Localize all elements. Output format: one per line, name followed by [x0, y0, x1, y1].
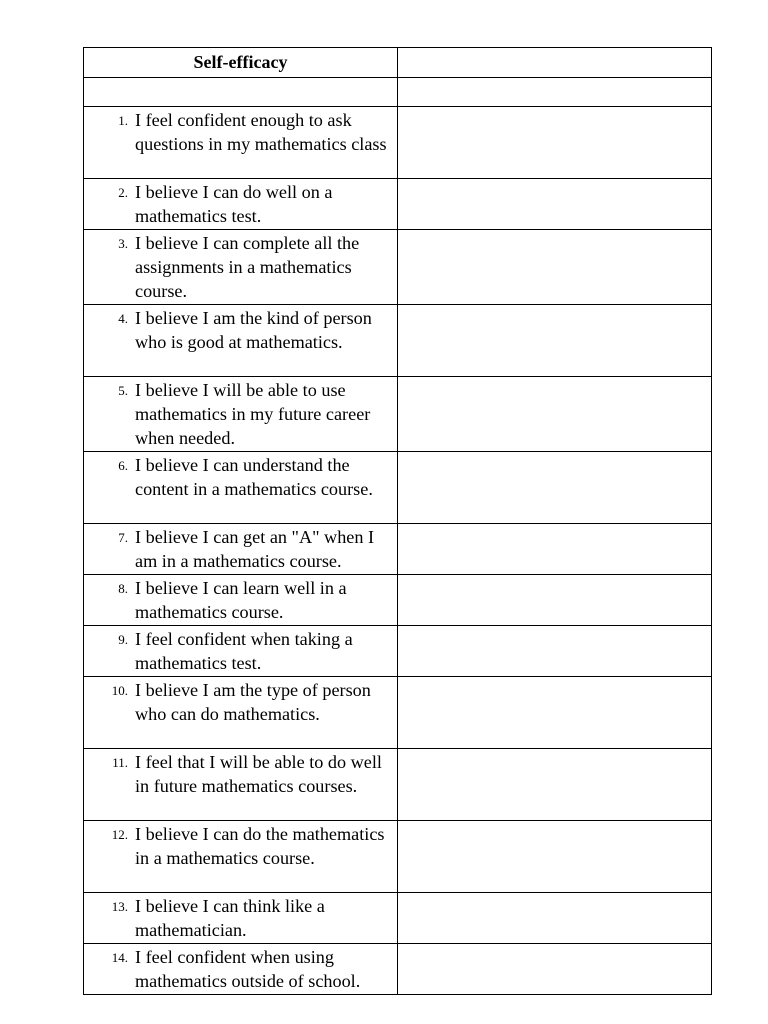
item-cell — [84, 821, 398, 893]
item-number: 14. — [111, 950, 128, 965]
item-cell — [84, 626, 398, 677]
item-number: 13. — [111, 899, 128, 914]
item-number: 6. — [118, 458, 128, 473]
item-number: 2. — [118, 185, 128, 200]
item-number: 1. — [118, 113, 128, 128]
response-cell[interactable] — [398, 179, 712, 230]
response-cell[interactable] — [398, 893, 712, 944]
response-cell[interactable] — [398, 377, 712, 452]
response-cell[interactable] — [398, 821, 712, 893]
header-title: Self-efficacy — [84, 48, 398, 78]
item-text: I believe I can learn well in a mathematics course. — [135, 578, 347, 622]
item-number: 4. — [118, 311, 128, 326]
item-text: I believe I can get an "A" when I am in a mathematics course. — [135, 527, 375, 571]
header-row — [84, 48, 712, 78]
item-cell — [84, 944, 398, 995]
item-cell — [84, 452, 398, 524]
item-cell — [84, 305, 398, 377]
item-number: 11. — [112, 755, 128, 770]
item-text: I believe I can do well on a mathematics test. — [135, 182, 333, 226]
item-cell — [84, 749, 398, 821]
item-text: I believe I can think like a mathematician. — [135, 896, 325, 940]
item-text: I believe I can do the mathematics in a mathematics course. — [135, 824, 385, 868]
table-row — [84, 821, 712, 893]
item-cell — [84, 230, 398, 305]
table-row — [84, 749, 712, 821]
table-row — [84, 893, 712, 944]
table-row — [84, 179, 712, 230]
item-text: I feel confident enough to ask questions in my mathematics class — [135, 110, 387, 154]
table-row — [84, 575, 712, 626]
item-cell — [84, 377, 398, 452]
item-text: I feel confident when using mathematics outside of school. — [135, 947, 361, 991]
blank-cell-right — [398, 78, 712, 107]
item-text: I feel that I will be able to do well in future mathematics courses. — [135, 752, 382, 796]
table-row — [84, 230, 712, 305]
table-row — [84, 107, 712, 179]
item-cell — [84, 893, 398, 944]
response-cell[interactable] — [398, 944, 712, 995]
table-row — [84, 305, 712, 377]
response-cell[interactable] — [398, 626, 712, 677]
table-row — [84, 677, 712, 749]
table-row — [84, 524, 712, 575]
item-text: I believe I can complete all the assignments in a mathematics course. — [135, 233, 360, 301]
self-efficacy-table — [83, 47, 712, 995]
item-number: 7. — [118, 530, 128, 545]
item-text: I feel confident when taking a mathematics test. — [135, 629, 353, 673]
table-row — [84, 944, 712, 995]
item-text: I believe I am the kind of person who is good at mathematics. — [135, 308, 372, 352]
response-cell[interactable] — [398, 677, 712, 749]
response-cell[interactable] — [398, 305, 712, 377]
item-text: I believe I am the type of person who can do mathematics. — [135, 680, 371, 724]
item-text: I believe I will be able to use mathematics in my future career when needed. — [135, 380, 371, 448]
item-number: 9. — [118, 632, 128, 647]
response-cell[interactable] — [398, 524, 712, 575]
item-number: 5. — [118, 383, 128, 398]
table-row — [84, 377, 712, 452]
blank-cell-left — [84, 78, 398, 107]
table-row — [84, 452, 712, 524]
item-cell — [84, 107, 398, 179]
item-cell — [84, 677, 398, 749]
item-cell — [84, 524, 398, 575]
item-number: 3. — [118, 236, 128, 251]
response-cell[interactable] — [398, 107, 712, 179]
response-cell[interactable] — [398, 230, 712, 305]
table-row — [84, 626, 712, 677]
response-cell[interactable] — [398, 575, 712, 626]
item-cell — [84, 179, 398, 230]
response-cell[interactable] — [398, 452, 712, 524]
header-empty-cell — [398, 48, 712, 78]
blank-row — [84, 78, 712, 107]
item-cell — [84, 575, 398, 626]
item-number: 8. — [118, 581, 128, 596]
item-number: 10. — [111, 683, 128, 698]
item-text: I believe I can understand the content in a mathematics course. — [135, 455, 373, 499]
response-cell[interactable] — [398, 749, 712, 821]
item-number: 12. — [111, 827, 128, 842]
